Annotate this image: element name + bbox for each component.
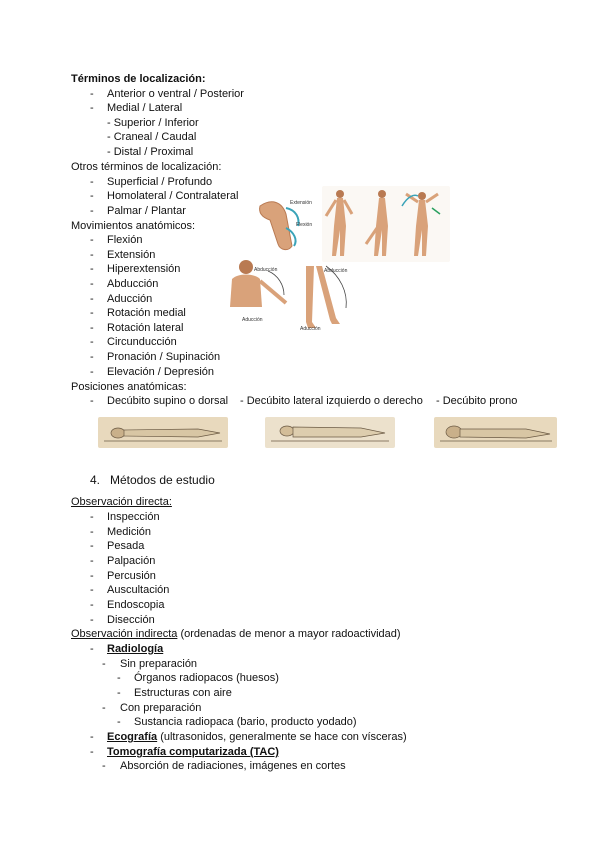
list-item: Sin preparación <box>120 658 198 670</box>
dash: - <box>90 293 94 305</box>
dash: - <box>90 278 94 290</box>
dash: - <box>90 599 94 611</box>
list-item: Pronación / Supinación <box>107 351 221 363</box>
ecografia-label: Ecografía <box>107 731 158 743</box>
list-item: Rotación medial <box>107 307 186 319</box>
dash: - <box>90 351 94 363</box>
list-item: Disección <box>107 614 155 626</box>
dash: - <box>90 322 94 334</box>
list-item: Superficial / Profundo <box>107 176 213 188</box>
list-item: Flexión <box>107 234 143 246</box>
list-item: Homolateral / Contralateral <box>107 190 239 202</box>
heading-indirecta-line <box>71 627 401 641</box>
heading-terminos: Términos de localización: <box>71 73 206 85</box>
dash: - <box>102 760 106 772</box>
dash: - <box>90 205 94 217</box>
dash: - <box>90 614 94 626</box>
heading-indirecta: Observación indirecta <box>71 628 178 640</box>
list-item: Sustancia radiopaca (bario, producto yodado) <box>134 716 357 728</box>
list-item: Auscultación <box>107 584 170 596</box>
dash: - <box>90 102 94 114</box>
list-item: Rotación lateral <box>107 322 184 334</box>
list-item: Palmar / Plantar <box>107 205 186 217</box>
dash: - <box>90 555 94 567</box>
list-item: - Decúbito lateral izquierdo o derecho <box>240 395 423 407</box>
list-item: Endoscopia <box>107 599 165 611</box>
dash: - <box>90 336 94 348</box>
dash: - <box>90 540 94 552</box>
list-item: Pesada <box>107 540 145 552</box>
list-item: Palpación <box>107 555 156 567</box>
dash: - <box>90 526 94 538</box>
heading-posiciones: Posiciones anatómicas: <box>71 381 187 393</box>
list-item: Percusión <box>107 570 156 582</box>
arm-flexion-figure <box>252 188 322 258</box>
list-item: Medición <box>107 526 152 538</box>
dash: - <box>90 746 94 758</box>
dash: - <box>90 731 94 743</box>
list-item: Hiperextensión <box>107 263 181 275</box>
sub-item: - Distal / Proximal <box>107 146 194 158</box>
dash: - <box>90 395 94 407</box>
label-aduccion-1: Aducción <box>242 317 263 323</box>
list-item: Medial / Lateral <box>107 102 183 114</box>
dash: - <box>90 570 94 582</box>
dash: - <box>90 190 94 202</box>
dash: - <box>102 658 106 670</box>
heading-directa: Observación directa: <box>71 496 172 508</box>
lateral-position-figure <box>265 417 395 448</box>
dash: - <box>117 716 121 728</box>
list-item: Elevación / Depresión <box>107 366 215 378</box>
list-item: Absorción de radiaciones, imágenes en cortes <box>120 760 346 772</box>
list-item: - Decúbito prono <box>436 395 518 407</box>
dash: - <box>90 88 94 100</box>
list-item: Estructuras con aire <box>134 687 232 699</box>
dash: - <box>90 584 94 596</box>
ecografia-note: (ultrasonidos, generalmente se hace con vísceras) <box>157 731 407 743</box>
supine-position-figure <box>98 417 228 448</box>
dash: - <box>90 263 94 275</box>
prone-position-figure <box>434 417 557 448</box>
section-number: 4. <box>90 473 101 487</box>
sub-item: - Craneal / Caudal <box>107 131 197 143</box>
radiologia-label: Radiología <box>107 643 164 655</box>
dash: - <box>117 672 121 684</box>
dash: - <box>90 234 94 246</box>
dash: - <box>90 249 94 261</box>
list-item: Anterior o ventral / Posterior <box>107 88 244 100</box>
section-title: Métodos de estudio <box>110 473 215 487</box>
dash: - <box>90 511 94 523</box>
list-item: Con preparación <box>120 702 202 714</box>
body-movements-figure <box>322 186 450 262</box>
dash: - <box>117 687 121 699</box>
tac-label: Tomografía computarizada (TAC) <box>107 746 279 758</box>
label-abduccion-2: Abducción <box>324 268 348 274</box>
label-aduccion-2: Aducción <box>300 326 321 332</box>
heading-movimientos: Movimientos anatómicos: <box>71 220 196 232</box>
leg-abduction-figure <box>296 262 354 332</box>
dash: - <box>90 366 94 378</box>
ecografia-line <box>107 730 407 744</box>
list-item: Decúbito supino o dorsal <box>107 395 229 407</box>
heading-otros: Otros términos de localización: <box>71 161 222 173</box>
list-item: Inspección <box>107 511 160 523</box>
dash: - <box>90 307 94 319</box>
list-item: Circunducción <box>107 336 177 348</box>
list-item: Órganos radiopacos (huesos) <box>134 672 279 684</box>
label-abduccion-1: Abducción <box>254 267 278 273</box>
list-item: Abducción <box>107 278 159 290</box>
label-flexion: Flexión <box>296 222 313 228</box>
dash: - <box>102 702 106 714</box>
dash: - <box>90 176 94 188</box>
list-item: Aducción <box>107 293 153 305</box>
shoulder-abduction-figure <box>228 257 290 329</box>
sub-item: - Superior / Inferior <box>107 117 199 129</box>
dash: - <box>90 643 94 655</box>
list-item: Extensión <box>107 249 156 261</box>
heading-indirecta-note: (ordenadas de menor a mayor radoactividad) <box>177 628 401 640</box>
label-extension: Extensión <box>290 200 312 206</box>
